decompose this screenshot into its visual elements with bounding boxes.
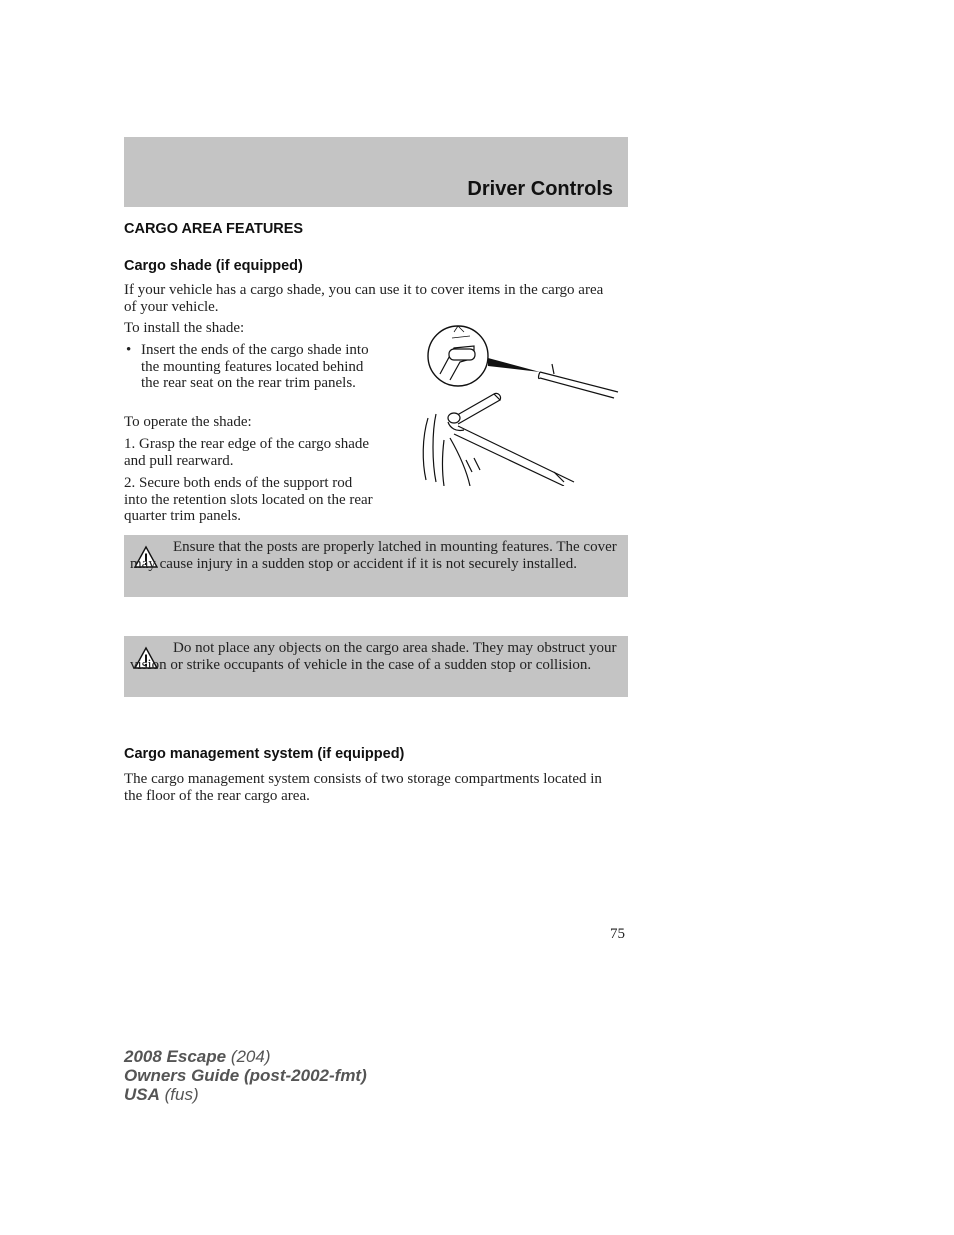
page-number: 75	[610, 926, 625, 942]
footer	[124, 1047, 367, 1104]
footer-line-1: 2008 Escape (204)	[124, 1047, 271, 1066]
install-label: To install the shade:	[124, 320, 245, 336]
warning-box-1	[124, 535, 628, 597]
operate-step-1: 1. Grasp the rear edge of the cargo shade and pull rearward.	[124, 436, 370, 469]
cargo-shade-intro: If your vehicle has a cargo shade, you can use it to cover items in the cargo area of your vehicle.	[124, 282, 604, 315]
header-band	[124, 137, 628, 207]
cargo-management-heading: Cargo management system (if equipped)	[124, 746, 405, 762]
bullet-dot: •	[126, 342, 132, 358]
cargo-shade-illustration	[414, 322, 622, 486]
footer-line-2: Owners Guide (post-2002-fmt)	[124, 1066, 367, 1085]
cargo-management-text: The cargo management system consists of two storage compartments located in the floor of the rear cargo area.	[124, 771, 602, 804]
warning-text-2: Do not place any objects on the cargo area shade. They may obstruct your vision or strike occupants of vehicle in the case of a sudden stop or collision.	[130, 640, 617, 673]
operate-step-2: 2. Secure both ends of the support rod into the retention slots located on the rear quarter trim panels.	[124, 475, 373, 524]
cargo-shade-heading: Cargo shade (if equipped)	[124, 258, 303, 274]
page-section-title: Driver Controls	[467, 178, 613, 200]
operate-label: To operate the shade:	[124, 414, 252, 430]
warning-text-1: Ensure that the posts are properly latched in mounting features. The cover may cause injury in a sudden stop or accident if it is not securely installed.	[130, 539, 617, 572]
footer-line-3: USA (fus)	[124, 1085, 199, 1104]
warning-box-2	[124, 636, 628, 697]
section-title: CARGO AREA FEATURES	[124, 221, 304, 237]
install-bullet-text: Insert the ends of the cargo shade into the mounting features located behind the rear seat on the rear trim panels.	[141, 342, 369, 391]
